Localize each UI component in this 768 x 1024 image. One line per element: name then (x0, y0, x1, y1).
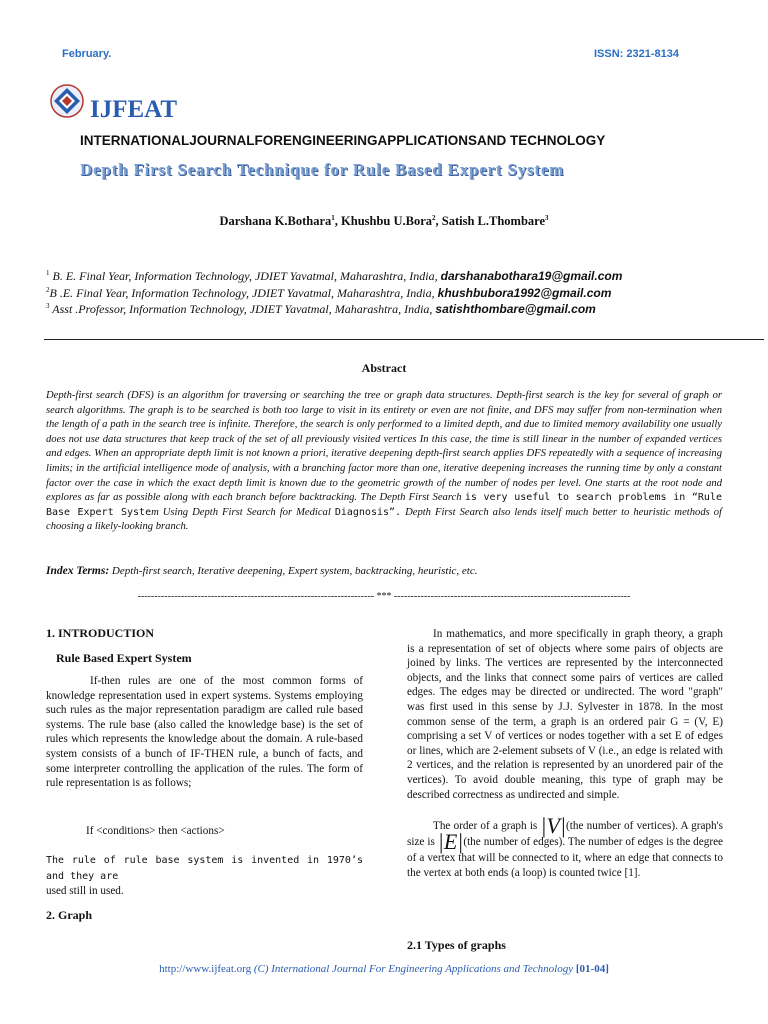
author-name: Khushbu U.Bora (341, 214, 433, 229)
affil-text: B .E. Final Year, Information Technology, JDIET Yavatmal, Maharashtra, India, (49, 286, 438, 300)
abstract-body (46, 389, 722, 535)
affil-email[interactable]: khushbubora1992@gmail.com (437, 286, 612, 300)
journal-brand: IJFEAT (90, 96, 178, 123)
abstract-handwritten: is very useful to search problems in “Rule Base Expert Syste (46, 492, 722, 518)
affil-sup: 1 (46, 269, 50, 277)
ijfeat-logo-icon (50, 84, 84, 118)
order-text: (the number of edges). The number of edges is the degree of a vertex that will be connected to it, where an edge that connects to the vertex at both ends (a loop) is counted twice [1]. (407, 836, 723, 880)
intro-paragraph: If-then rules are one of the most common forms of knowledge representation used in expert systems. Systems employing such rules as the major representation paradigm are called rule based systems. The rule base (also called the knowledge base) is the set of rules which represents the knowledge about the domain. A rule-based system consists of a bunch of IF-THEN rule, a bunch of facts, and some interpreter controlling the application of the rules. The form of rule representation is as follows; (46, 675, 363, 790)
affil-email[interactable]: darshanabothara19@gmail.com (440, 269, 623, 283)
index-terms-label: Index Terms: (46, 565, 110, 577)
author-list: Darshana K.Bothara$^1$, Khushbu U.Bora$^2$, Satish L.Thombare$^3$ (219, 214, 549, 229)
header-divider (44, 339, 764, 340)
abstract-tail: The Depth First Search (360, 492, 465, 504)
author-sup: 2 (432, 214, 436, 222)
issn-label: ISSN: 2321-8134 (594, 48, 679, 60)
subsection-heading-types: 2.1 Types of graphs (407, 938, 506, 952)
affiliation-3 (46, 302, 596, 317)
order-text: (the number of vertices). A graph's size is (407, 820, 723, 849)
abstract-tail: Depth First Search also lends itself much better to heuristic methods of choosing a likely-looking branch. (46, 506, 722, 533)
author-sup: 1 (331, 214, 335, 222)
affil-text: Asst .Professor, Information Technology, JDIET Yavatmal, Maharashtra, India, (49, 302, 436, 316)
rule-form: If <conditions> then <actions> (86, 825, 225, 837)
abstract-handwritten: Diagnosis”. (334, 506, 402, 518)
affiliation-2 (46, 286, 611, 301)
author-name: Satish L.Thombare (441, 214, 546, 229)
affil-sup: 2 (46, 286, 50, 294)
rule-history-text: used still in used. (46, 885, 124, 898)
rule-history (46, 853, 363, 899)
section-heading-graph: 2. Graph (46, 908, 93, 922)
order-text: The order of a graph is (433, 820, 541, 832)
issue-month: February. (62, 48, 112, 60)
footer-pages: [01-04] (575, 963, 609, 975)
size-symbol: |E| (437, 829, 464, 855)
rule-history-handwritten: The rule of rule base system is invented in 1970’s and they are (46, 855, 363, 882)
subsection-heading-rbes: Rule Based Expert System (56, 651, 192, 665)
order-symbol: |V| (540, 813, 567, 838)
author-name: Darshana K.Bothara (219, 214, 332, 229)
author-sup: 3 (545, 214, 549, 222)
affil-text: B. E. Final Year, Information Technology, JDIET Yavatmal, Maharashtra, India, (49, 269, 441, 283)
abstract-text: Depth-first search (DFS) is an algorithm for traversing or searching the tree or graph data structures. Depth-first search is the key for several of graph or search algorithms. The graph is to be searched is both too large to visit in its entirety or even are not finite, and DFS may suffer from non-termination when the length of a path in the search tree is infinite. Therefore, the search is only performed to a limited depth, and due to limited memory availability one usually does not use data structures that keep track of the set of all previously visited vertices In this case, the time is still linear in the number of expanded vertices and edges. When an appropriate depth limit is not known a priori, iterative deepening depth-first search applies DFS repeatedly with a sequence of increasing limits; in the artificial intelligence mode of analysis, with a branching factor more than one, iterative deepening increases the running time by only a constant factor over the case in which the exact depth limit is known due to the geometric growth of the number of nodes per level. One starts at the root node and explores as far as possible along with each branch before backtracking. (46, 390, 722, 504)
graph-order-paragraph (407, 813, 723, 882)
paper-title: Depth First Search Technique for Rule Based Expert System (80, 160, 565, 179)
abstract-heading: Abstract (361, 361, 407, 375)
section-separator: ----------------------------------------------------------------------- *** ----------------------------------------------------------------------- (137, 591, 631, 602)
footer-url[interactable]: http://www.ijfeat.org (159, 963, 252, 975)
footer-copyright: (C) International Journal For Engineering Applications and Technology (253, 963, 574, 975)
journal-name: INTERNATIONALJOURNALFORENGINEERINGAPPLICATIONSAND TECHNOLOGY (80, 133, 606, 148)
section-heading-introduction: 1. INTRODUCTION (46, 626, 155, 640)
index-terms (46, 565, 736, 577)
affil-email[interactable]: satishthombare@gmail.com (435, 302, 596, 316)
index-terms-value: Depth-first search, Iterative deepening, Expert system, backtracking, heuristic, etc. (109, 565, 478, 577)
affiliation-1 (46, 269, 622, 284)
page-footer (0, 963, 768, 975)
abstract-tail: m Using Depth First Search for Medical (151, 506, 335, 518)
graph-paragraph: In mathematics, and more specifically in graph theory, a graph is a representation of set of objects where some pairs of objects are joined by links. The vertices are represented by the interconnected objects, and the links that connect some pairs of vertices are called edges. The edges may be directed or undirected. The word "graph" was first used in this sense by J.J. Sylvester in 1878. In the most common sense of the term, a graph is an ordered pair G = (V, E) comprising a set V of vertices or nodes together with a set E of edges or lines, which are 2-element subsets of V (i.e., an edge is related with 2 vertices, and the relation is represented by an unordered pair of the vertices). To avoid double meaning, this type of graph may be described correctness as undirected and simple. (407, 628, 723, 801)
affil-sup: 3 (46, 302, 50, 310)
